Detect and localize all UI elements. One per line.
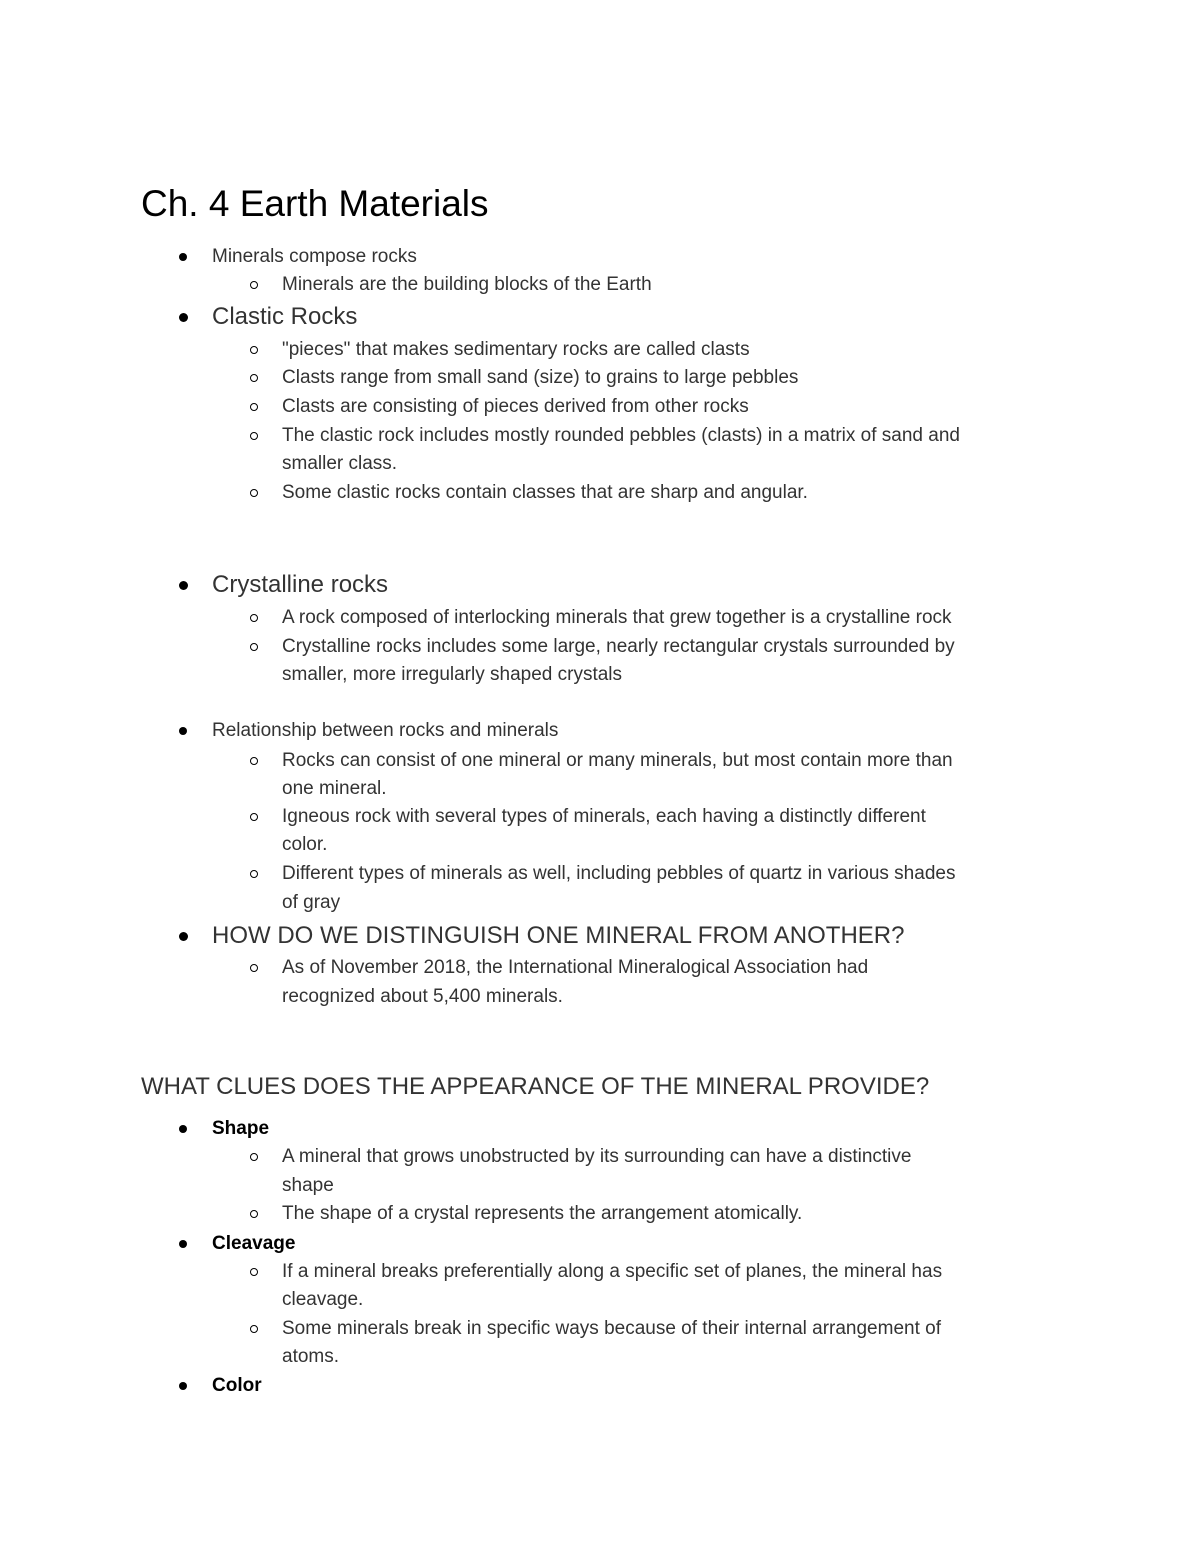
- sub-bullet-circle: [250, 346, 258, 354]
- section-heading-crystalline: Crystalline rocks: [212, 571, 389, 598]
- bullet-dot: [179, 727, 187, 735]
- sub-list-item-continued: smaller, more irregularly shaped crystals: [282, 664, 623, 685]
- sub-bullet-circle: [250, 870, 258, 878]
- sub-bullet-circle: [250, 813, 258, 821]
- sub-list-item: Crystalline rocks includes some large, nearly rectangular crystals surrounded by: [282, 636, 955, 657]
- sub-list-item: A mineral that grows unobstructed by its surrounding can have a distinctive: [282, 1146, 912, 1167]
- sub-list-item-continued: color.: [282, 834, 328, 855]
- bullet-dot: [179, 932, 188, 941]
- sub-list-item-continued: atoms.: [282, 1346, 340, 1367]
- subheading-cleavage: Cleavage: [212, 1233, 296, 1254]
- sub-list-item: "pieces" that makes sedimentary rocks are called clasts: [282, 339, 750, 360]
- sub-list-item: The clastic rock includes mostly rounded pebbles (clasts) in a matrix of sand and: [282, 425, 960, 446]
- sub-list-item: Some clastic rocks contain classes that are sharp and angular.: [282, 482, 808, 503]
- bullet-dot: [179, 1382, 187, 1390]
- sub-list-item: Clasts range from small sand (size) to grains to large pebbles: [282, 367, 799, 388]
- bullet-dot: [179, 253, 187, 261]
- section-heading-clastic: Clastic Rocks: [212, 303, 358, 330]
- sub-list-item: As of November 2018, the International Mineralogical Association had: [282, 957, 869, 978]
- sub-bullet-circle: [250, 432, 258, 440]
- sub-bullet-circle: [250, 403, 258, 411]
- sub-list-item-continued: of gray: [282, 892, 341, 913]
- sub-list-item: The shape of a crystal represents the arrangement atomically.: [282, 1203, 803, 1224]
- sub-list-item-continued: recognized about 5,400 minerals.: [282, 986, 563, 1007]
- sub-bullet-circle: [250, 1153, 258, 1161]
- sub-bullet-circle: [250, 757, 258, 765]
- sub-bullet-circle: [250, 643, 258, 651]
- sub-list-item-continued: shape: [282, 1175, 334, 1196]
- sub-list-item-continued: cleavage.: [282, 1289, 364, 1310]
- bullet-dot: [179, 1240, 187, 1248]
- section-heading-distinguish: HOW DO WE DISTINGUISH ONE MINERAL FROM ANOTHER?: [212, 922, 905, 949]
- list-item: Relationship between rocks and minerals: [212, 720, 559, 741]
- sub-bullet-circle: [250, 1210, 258, 1218]
- subheading-color: Color: [212, 1375, 262, 1396]
- sub-list-item: Clasts are consisting of pieces derived from other rocks: [282, 396, 749, 417]
- sub-bullet-circle: [250, 614, 258, 622]
- subheading-shape: Shape: [212, 1118, 270, 1139]
- sub-list-item: Different types of minerals as well, including pebbles of quartz in various shades: [282, 863, 956, 884]
- sub-bullet-circle: [250, 374, 258, 382]
- bullet-dot: [179, 313, 188, 322]
- sub-list-item: Rocks can consist of one mineral or many minerals, but most contain more than: [282, 750, 953, 771]
- sub-list-item-continued: one mineral.: [282, 778, 387, 799]
- sub-list-item: If a mineral breaks preferentially along a specific set of planes, the mineral has: [282, 1261, 943, 1282]
- page-title: Ch. 4 Earth Materials: [141, 183, 489, 224]
- section-heading-clues: WHAT CLUES DOES THE APPEARANCE OF THE MINERAL PROVIDE?: [141, 1073, 930, 1100]
- sub-bullet-circle: [250, 489, 258, 497]
- sub-bullet-circle: [250, 964, 258, 972]
- sub-list-item-continued: smaller class.: [282, 453, 398, 474]
- list-item: Minerals compose rocks: [212, 246, 417, 267]
- bullet-dot: [179, 581, 188, 590]
- sub-list-item: Igneous rock with several types of minerals, each having a distinctly different: [282, 806, 926, 827]
- sub-bullet-circle: [250, 1325, 258, 1333]
- sub-bullet-circle: [250, 1268, 258, 1276]
- bullet-dot: [179, 1125, 187, 1133]
- sub-list-item: Minerals are the building blocks of the Earth: [282, 274, 652, 295]
- sub-list-item: Some minerals break in specific ways because of their internal arrangement of: [282, 1318, 941, 1339]
- sub-list-item: A rock composed of interlocking minerals that grew together is a crystalline rock: [282, 607, 952, 628]
- sub-bullet-circle: [250, 281, 258, 289]
